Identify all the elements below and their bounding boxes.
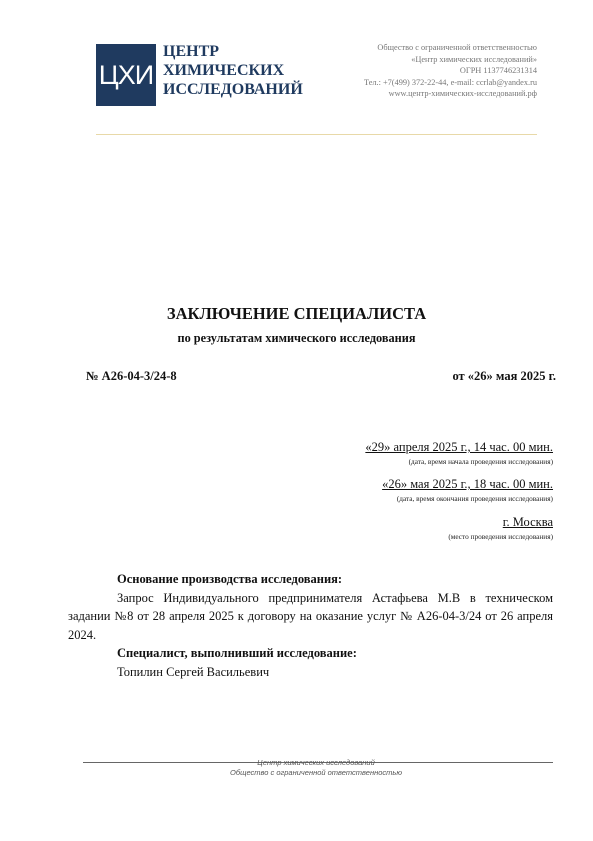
company-name-line-1: ЦЕНТР [163,43,220,60]
document-date: от «26» мая 2025 г. [452,369,556,383]
org-name: «Центр химических исследований» [411,54,537,64]
company-name-line-2: ХИМИЧЕСКИХ [163,62,285,79]
footer-line-1: Центр химических исследований [257,758,375,767]
org-contact-info [364,42,537,100]
research-end [382,477,553,503]
research-place [448,515,553,541]
research-place-caption: (место проведения исследования) [448,532,553,541]
company-logo [96,44,156,106]
company-name [163,42,303,99]
document-subtitle: по результатам химического исследования [177,331,416,345]
research-start [365,440,553,466]
research-start-caption: (дата, время начала проведения исследования) [408,457,553,466]
research-place-value: г. Москва [502,515,553,529]
org-website: www.центр-химических-исследований.рф [388,89,537,99]
company-name-line-3: ИССЛЕДОВАНИЙ [163,81,303,98]
logo-mark: ЦХИ [98,59,154,90]
research-start-value: «29» апреля 2025 г., 14 час. 00 мин. [365,440,553,454]
org-legal-form: Общество с ограниченной ответственностью [377,43,537,52]
footer-line-2: Общество с ограниченной ответственностью [230,768,402,777]
org-phone-email: Тел.: +7(499) 372-22-44, e-mail: ccrlab@yandex.ru [363,77,537,87]
org-ogrn: ОГРН 1137746231314 [459,66,537,76]
basis-heading: Основание производства исследования: [117,572,343,586]
specialist-name: Топилин Сергей Васильевич [117,664,270,679]
header-divider [96,134,537,135]
document-body [68,570,553,681]
document-number: № А26-04-3/24-8 [86,369,177,383]
research-end-value: «26» мая 2025 г., 18 час. 00 мин. [382,477,553,491]
basis-text: Запрос Индивидуального предпринимателя Астафьева М.В в техническом задании №8 от 28 апреля 2025 к договору на оказание услуг № А26-04-3/24 от 26 апреля 2024. [68,590,553,642]
research-end-caption: (дата, время окончания проведения исследования) [396,494,553,503]
document-title: ЗАКЛЮЧЕНИЕ СПЕЦИАЛИСТА [166,304,427,323]
specialist-heading: Специалист, выполнивший исследование: [117,646,357,660]
